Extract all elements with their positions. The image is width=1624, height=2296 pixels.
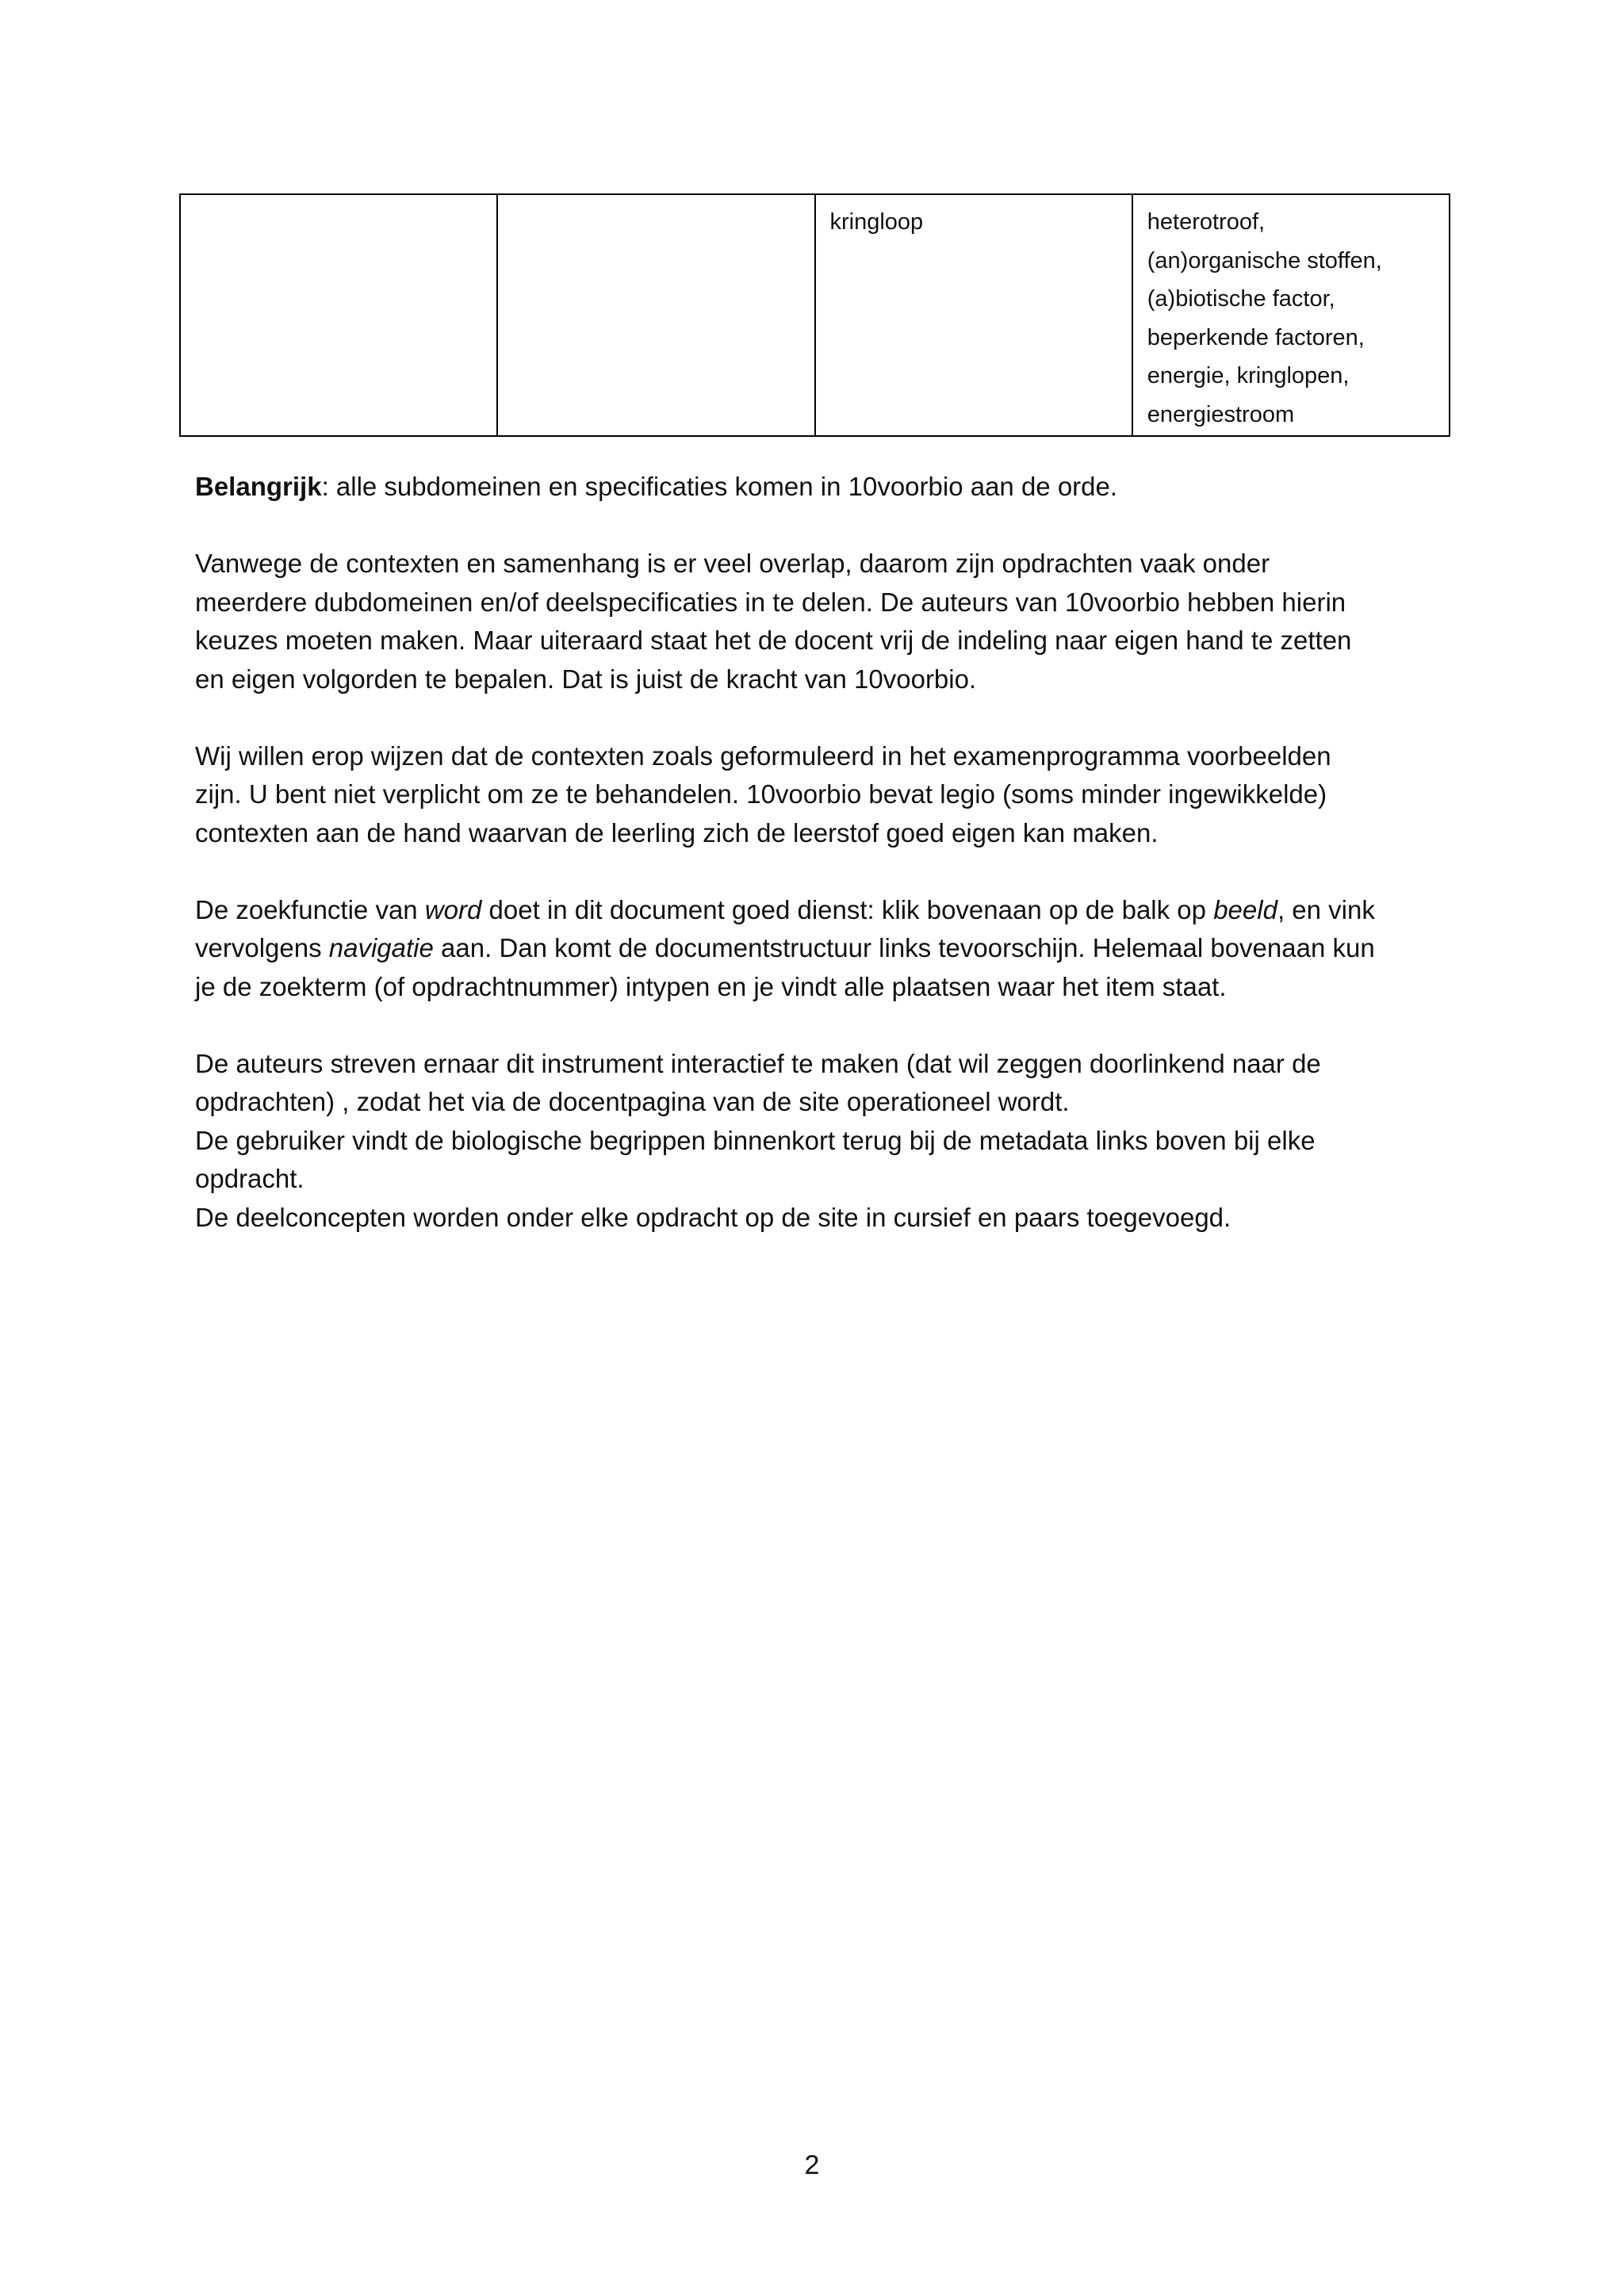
italic-term: word — [424, 894, 482, 924]
paragraph-overlap — [195, 545, 1464, 698]
important-label: Belangrijk — [195, 472, 322, 501]
specification-table-fragment — [179, 193, 1450, 437]
table-cell-4 — [1132, 194, 1450, 436]
paragraph-interactive — [195, 1045, 1464, 1238]
spec-table — [179, 193, 1450, 437]
text-run: De zoekfunctie van — [195, 894, 425, 924]
paragraph-contexts — [195, 737, 1464, 853]
paragraph-line: je de zoekterm (of opdrachtnummer) intypen en je vindt alle plaatsen waar het item staat. — [195, 971, 1227, 1001]
paragraph-line: meerdere dubdomeinen en/of deelspecificaties in te delen. De auteurs van 10voorbio hebben hierin — [195, 587, 1346, 617]
paragraph-line: en eigen volgorden te bepalen. Dat is juist de kracht van 10voorbio. — [195, 664, 977, 694]
text-run: vervolgens — [195, 933, 329, 962]
paragraph-line: De gebruiker vindt de biologische begrippen binnenkort terug bij de metadata links boven bij elke — [195, 1125, 1316, 1155]
paragraph-line: De auteurs streven ernaar dit instrument interactief te maken (dat wil zeggen doorlinkend naar de — [195, 1048, 1321, 1078]
paragraph-line: opdrachten) , zodat het via de docentpagina van de site operationeel wordt. — [195, 1087, 1070, 1116]
table-row — [180, 194, 1450, 436]
cell-text: energiestroom — [1147, 401, 1295, 427]
paragraph-line: keuzes moeten maken. Maar uiteraard staat het de docent vrij de indeling naar eigen hand te zetten — [195, 626, 1352, 655]
paragraph-line: contexten aan de hand waarvan de leerling zich de leerstof goed eigen kan maken. — [195, 817, 1159, 848]
paragraph-search — [195, 891, 1464, 1007]
important-text: : alle subdomeinen en specificaties komen in 10voorbio aan de orde. — [321, 472, 1118, 501]
body-text — [195, 468, 1464, 1237]
text-run: doet in dit document goed dienst: klik bovenaan op de balk op — [481, 894, 1214, 924]
cell-text: (an)organische stoffen, — [1147, 247, 1382, 274]
paragraph-line — [195, 929, 1464, 968]
table-cell-2 — [497, 194, 814, 436]
table-cell-3 — [815, 194, 1132, 436]
paragraph-line — [195, 891, 1464, 930]
cell-text: heterotroof, — [1147, 209, 1266, 235]
text-run: , en vink — [1277, 894, 1375, 924]
cell-text: beperkende factoren, — [1147, 324, 1365, 350]
important-note — [195, 468, 1464, 507]
italic-term: beeld — [1213, 894, 1277, 924]
cell-text: (a)biotische factor, — [1147, 286, 1335, 312]
cell-text: energie, kringlopen, — [1147, 363, 1350, 388]
italic-term: navigatie — [328, 933, 434, 962]
paragraph-line: zijn. U bent niet verplicht om ze te behandelen. 10voorbio bevat legio (soms minder ingewikkelde) — [195, 779, 1327, 809]
paragraph-line: Wij willen erop wijzen dat de contexten zoals geformuleerd in het examenprogramma voorbeelden — [195, 740, 1331, 771]
paragraph-line: De deelconcepten worden onder elke opdracht op de site in cursief en paars toegevoegd. — [195, 1202, 1231, 1232]
text-run: aan. Dan komt de documentstructuur links tevoorschijn. Helemaal bovenaan kun — [433, 933, 1375, 962]
page-number: 2 — [804, 2150, 820, 2180]
paragraph-line: Vanwege de contexten en samenhang is er veel overlap, daarom zijn opdrachten vaak onder — [195, 549, 1270, 578]
cell-text: kringloop — [829, 209, 924, 235]
paragraph-line: opdracht. — [195, 1164, 304, 1193]
table-cell-1 — [180, 194, 497, 436]
